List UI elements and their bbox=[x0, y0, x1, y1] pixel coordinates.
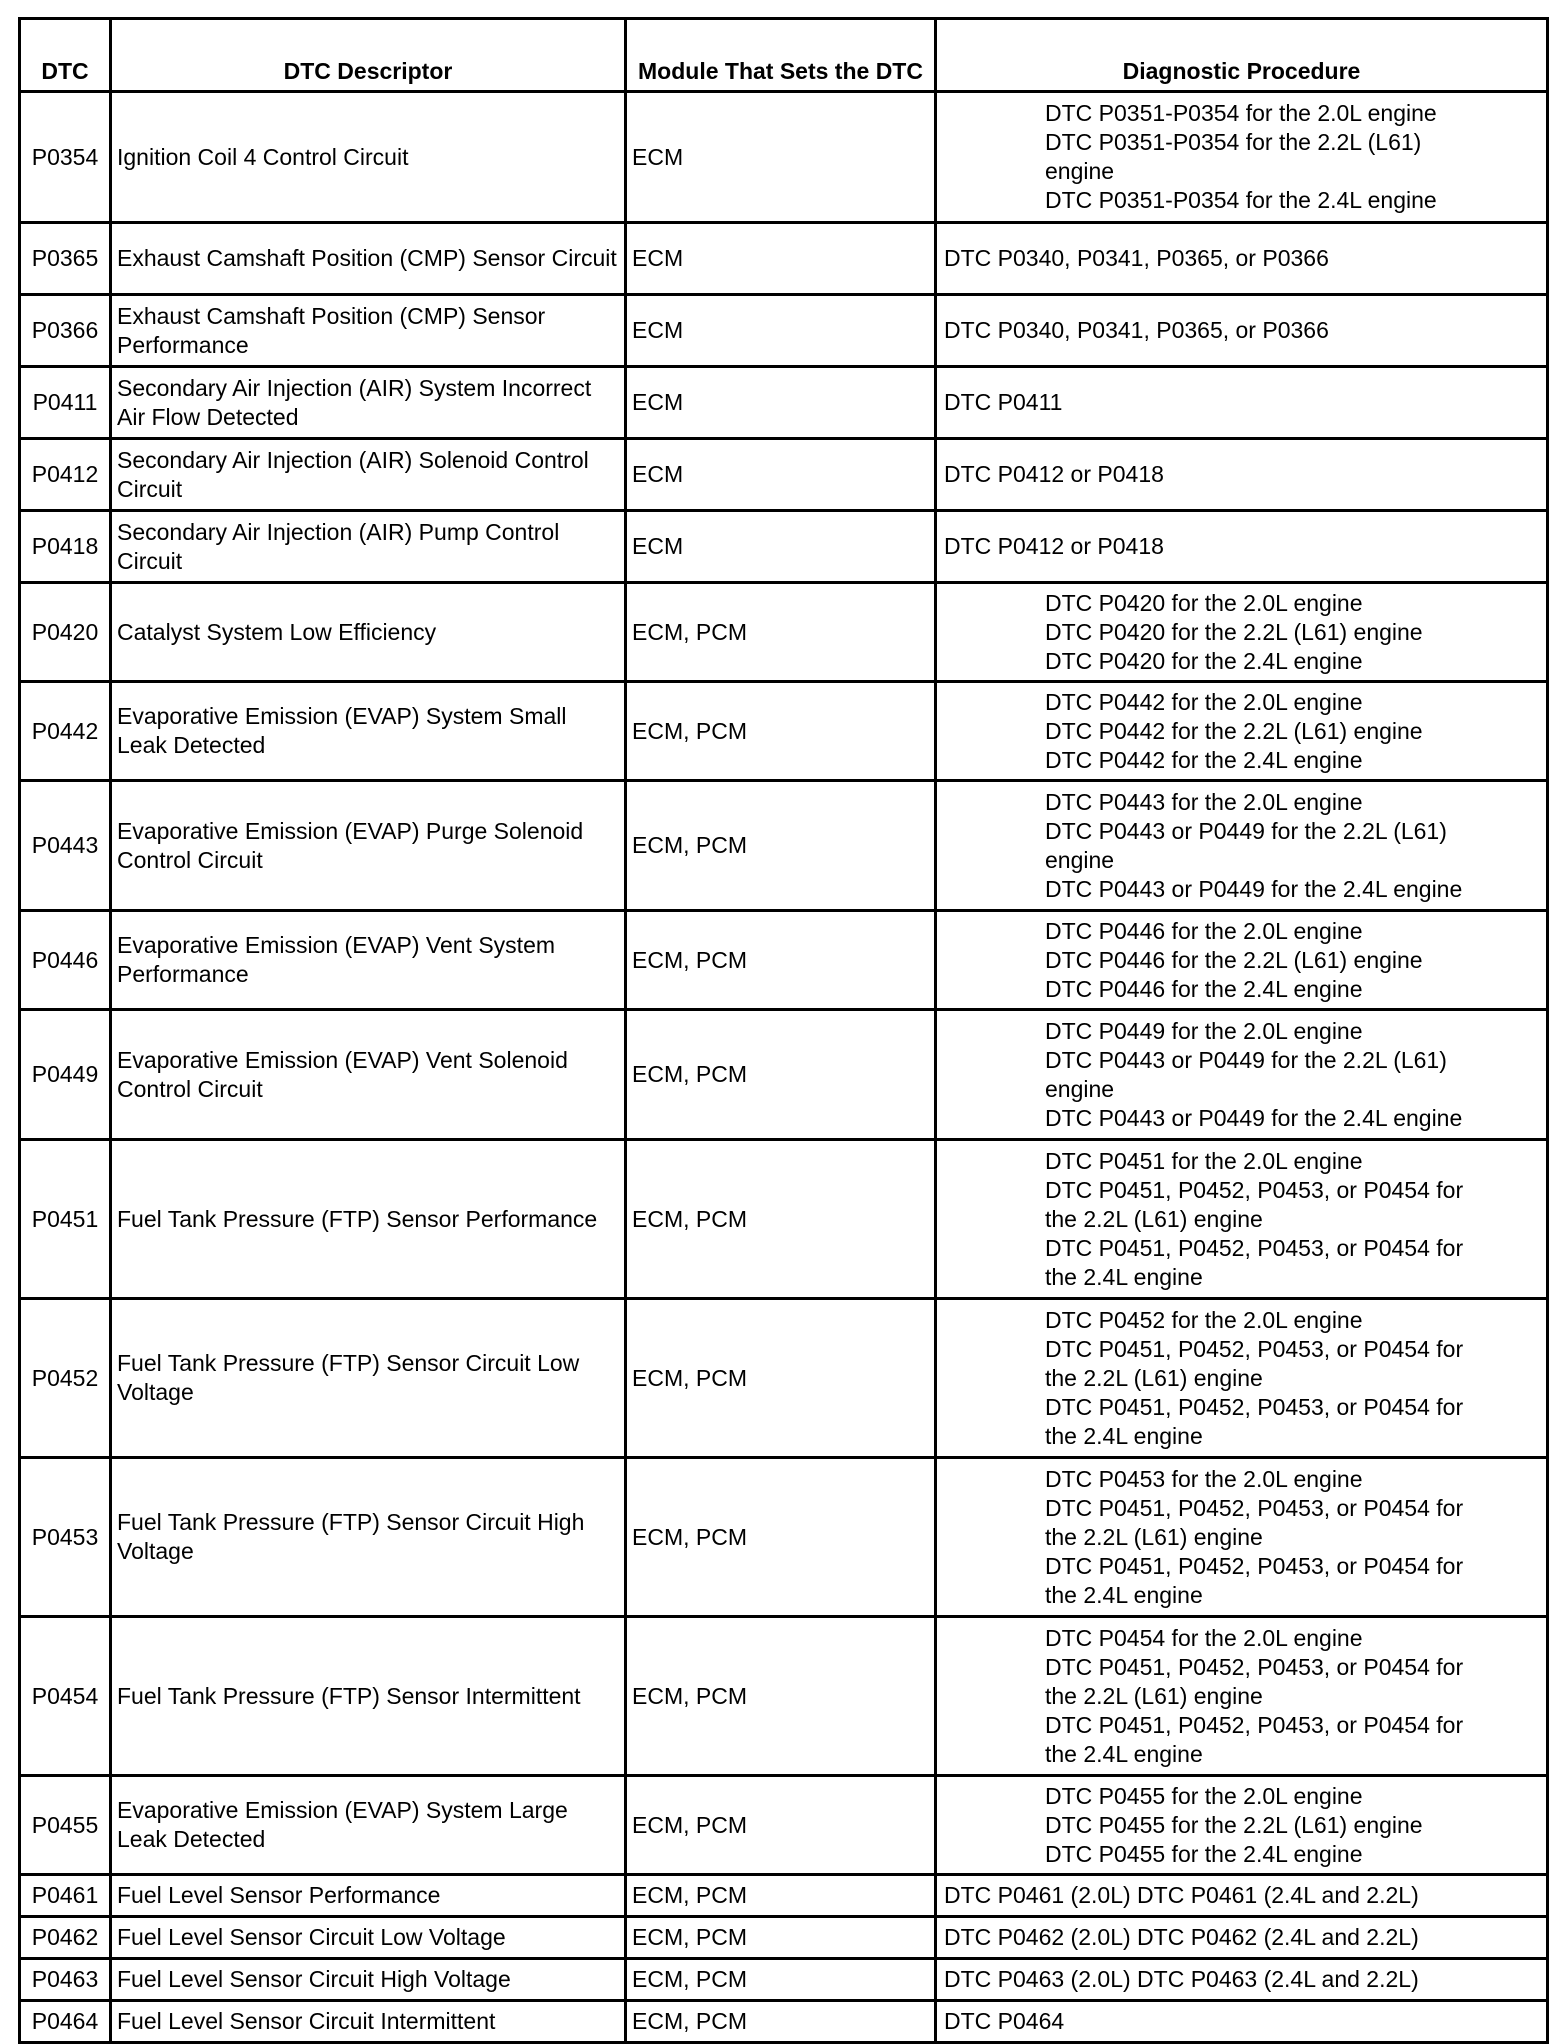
diagnostic-procedure bbox=[936, 295, 1548, 367]
dtc-code: P0411 bbox=[20, 367, 111, 439]
dtc-descriptor: Secondary Air Injection (AIR) Pump Control Circuit bbox=[111, 511, 626, 583]
dtc-descriptor: Secondary Air Injection (AIR) System Incorrect Air Flow Detected bbox=[111, 367, 626, 439]
procedure-line: DTC P0442 for the 2.4L engine bbox=[1045, 746, 1363, 773]
procedure-line: DTC P0443 or P0449 for the 2.4L engine bbox=[1045, 1104, 1463, 1131]
module: ECM, PCM bbox=[626, 1917, 936, 1959]
procedure-line: DTC P0443 for the 2.0L engine bbox=[1045, 788, 1363, 815]
table-header bbox=[20, 19, 1548, 92]
diagnostic-procedure bbox=[936, 1458, 1548, 1617]
module: ECM bbox=[626, 223, 936, 295]
table-row bbox=[20, 2001, 1548, 2043]
procedure-line: DTC P0420 for the 2.4L engine bbox=[1045, 647, 1363, 674]
procedure-line: DTC P0443 or P0449 for the 2.2L (L61) bbox=[1045, 817, 1447, 844]
dtc-code: P0461 bbox=[20, 1875, 111, 1917]
procedure-line: DTC P0451, P0452, P0453, or P0454 for bbox=[1045, 1552, 1464, 1579]
diagnostic-procedure bbox=[936, 439, 1548, 511]
module: ECM bbox=[626, 367, 936, 439]
header-row bbox=[20, 19, 1548, 92]
procedure-line: the 2.2L (L61) engine bbox=[1045, 1682, 1263, 1709]
procedure-line: DTC P0351-P0354 for the 2.2L (L61) bbox=[1045, 129, 1422, 155]
procedure-line: DTC P0446 for the 2.2L (L61) engine bbox=[1045, 946, 1423, 973]
dtc-descriptor: Exhaust Camshaft Position (CMP) Sensor Performance bbox=[111, 295, 626, 367]
dtc-descriptor: Fuel Level Sensor Circuit High Voltage bbox=[111, 1959, 626, 2001]
procedure-line: engine bbox=[1045, 846, 1115, 873]
dtc-code: P0452 bbox=[20, 1299, 111, 1458]
procedure-line: DTC P0340, P0341, P0365, or P0366 bbox=[944, 245, 1329, 271]
diagnostic-procedure bbox=[936, 367, 1548, 439]
procedure-line: DTC P0351-P0354 for the 2.0L engine bbox=[1045, 100, 1437, 126]
table-row bbox=[20, 92, 1548, 223]
procedure-line: the 2.2L (L61) engine bbox=[1045, 1523, 1263, 1550]
dtc-code: P0366 bbox=[20, 295, 111, 367]
dtc-code: P0354 bbox=[20, 92, 111, 223]
dtc-descriptor: Evaporative Emission (EVAP) Vent System Performance bbox=[111, 911, 626, 1010]
diagnostic-procedure bbox=[936, 92, 1548, 223]
procedure-line: DTC P0455 for the 2.4L engine bbox=[1045, 1840, 1363, 1867]
dtc-descriptor: Evaporative Emission (EVAP) System Small Leak Detected bbox=[111, 682, 626, 781]
module: ECM bbox=[626, 439, 936, 511]
table-row bbox=[20, 583, 1548, 682]
diagnostic-procedure bbox=[936, 511, 1548, 583]
table-row bbox=[20, 511, 1548, 583]
module: ECM bbox=[626, 511, 936, 583]
dtc-descriptor: Secondary Air Injection (AIR) Solenoid Control Circuit bbox=[111, 439, 626, 511]
table-row bbox=[20, 911, 1548, 1010]
module: ECM, PCM bbox=[626, 2001, 936, 2043]
diagnostic-procedure bbox=[936, 1875, 1548, 1917]
dtc-code: P0455 bbox=[20, 1776, 111, 1875]
table-row bbox=[20, 1776, 1548, 1875]
header-module: Module That Sets the DTC bbox=[626, 19, 936, 92]
dtc-descriptor: Fuel Level Sensor Circuit Low Voltage bbox=[111, 1917, 626, 1959]
dtc-code: P0463 bbox=[20, 1959, 111, 2001]
procedure-line: DTC P0455 for the 2.0L engine bbox=[1045, 1782, 1363, 1809]
table-row bbox=[20, 439, 1548, 511]
dtc-descriptor: Fuel Tank Pressure (FTP) Sensor Intermittent bbox=[111, 1617, 626, 1776]
table-body bbox=[20, 92, 1548, 2043]
header-procedure: Diagnostic Procedure bbox=[936, 19, 1548, 92]
dtc-descriptor: Fuel Tank Pressure (FTP) Sensor Performance bbox=[111, 1140, 626, 1299]
module: ECM bbox=[626, 295, 936, 367]
dtc-code: P0462 bbox=[20, 1917, 111, 1959]
diagnostic-procedure bbox=[936, 911, 1548, 1010]
table-row bbox=[20, 367, 1548, 439]
dtc-code: P0464 bbox=[20, 2001, 111, 2043]
procedure-line: engine bbox=[1045, 1075, 1115, 1102]
dtc-code: P0365 bbox=[20, 223, 111, 295]
procedure-line: DTC P0340, P0341, P0365, or P0366 bbox=[944, 317, 1329, 343]
dtc-descriptor: Evaporative Emission (EVAP) System Large Leak Detected bbox=[111, 1776, 626, 1875]
procedure-line: DTC P0443 or P0449 for the 2.4L engine bbox=[1045, 875, 1463, 902]
diagnostic-procedure bbox=[936, 781, 1548, 911]
module: ECM, PCM bbox=[626, 1140, 936, 1299]
procedure-line: DTC P0461 (2.0L) DTC P0461 (2.4L and 2.2L) bbox=[944, 1882, 1419, 1908]
dtc-descriptor: Catalyst System Low Efficiency bbox=[111, 583, 626, 682]
module: ECM bbox=[626, 92, 936, 223]
dtc-descriptor: Fuel Tank Pressure (FTP) Sensor Circuit Low Voltage bbox=[111, 1299, 626, 1458]
table-row bbox=[20, 1299, 1548, 1458]
dtc-code: P0454 bbox=[20, 1617, 111, 1776]
diagnostic-procedure bbox=[936, 583, 1548, 682]
dtc-code: P0442 bbox=[20, 682, 111, 781]
procedure-line: DTC P0454 for the 2.0L engine bbox=[1045, 1624, 1363, 1651]
table-row bbox=[20, 1617, 1548, 1776]
procedure-line: DTC P0462 (2.0L) DTC P0462 (2.4L and 2.2L) bbox=[944, 1924, 1419, 1950]
dtc-descriptor: Evaporative Emission (EVAP) Purge Solenoid Control Circuit bbox=[111, 781, 626, 911]
module: ECM, PCM bbox=[626, 911, 936, 1010]
procedure-line: DTC P0412 or P0418 bbox=[944, 461, 1164, 487]
dtc-descriptor: Evaporative Emission (EVAP) Vent Solenoid Control Circuit bbox=[111, 1010, 626, 1140]
table-row bbox=[20, 1140, 1548, 1299]
module: ECM, PCM bbox=[626, 1875, 936, 1917]
procedure-line: DTC P0411 bbox=[944, 389, 1063, 415]
header-dtc: DTC bbox=[20, 19, 111, 92]
diagnostic-procedure bbox=[936, 1959, 1548, 2001]
diagnostic-procedure bbox=[936, 1617, 1548, 1776]
procedure-line: the 2.4L engine bbox=[1045, 1263, 1203, 1290]
module: ECM, PCM bbox=[626, 1959, 936, 2001]
procedure-line: DTC P0351-P0354 for the 2.4L engine bbox=[1045, 187, 1437, 213]
module: ECM, PCM bbox=[626, 1299, 936, 1458]
procedure-line: DTC P0451, P0452, P0453, or P0454 for bbox=[1045, 1494, 1464, 1521]
procedure-line: DTC P0464 bbox=[944, 2008, 1065, 2034]
dtc-code: P0412 bbox=[20, 439, 111, 511]
dtc-descriptor: Fuel Tank Pressure (FTP) Sensor Circuit High Voltage bbox=[111, 1458, 626, 1617]
table-row bbox=[20, 682, 1548, 781]
procedure-line: the 2.4L engine bbox=[1045, 1740, 1203, 1767]
diagnostic-procedure bbox=[936, 1140, 1548, 1299]
procedure-line: DTC P0451 for the 2.0L engine bbox=[1045, 1147, 1363, 1174]
procedure-line: DTC P0451, P0452, P0453, or P0454 for bbox=[1045, 1393, 1464, 1420]
dtc-descriptor: Fuel Level Sensor Performance bbox=[111, 1875, 626, 1917]
dtc-code: P0446 bbox=[20, 911, 111, 1010]
procedure-line: DTC P0412 or P0418 bbox=[944, 533, 1164, 559]
procedure-line: DTC P0451, P0452, P0453, or P0454 for bbox=[1045, 1335, 1464, 1362]
procedure-line: DTC P0446 for the 2.0L engine bbox=[1045, 917, 1363, 944]
procedure-line: DTC P0442 for the 2.2L (L61) engine bbox=[1045, 717, 1423, 744]
dtc-code: P0451 bbox=[20, 1140, 111, 1299]
dtc-descriptor: Fuel Level Sensor Circuit Intermittent bbox=[111, 2001, 626, 2043]
table-row bbox=[20, 1917, 1548, 1959]
diagnostic-procedure bbox=[936, 682, 1548, 781]
procedure-line: DTC P0443 or P0449 for the 2.2L (L61) bbox=[1045, 1046, 1447, 1073]
procedure-line: DTC P0420 for the 2.2L (L61) engine bbox=[1045, 618, 1423, 645]
procedure-line: the 2.4L engine bbox=[1045, 1581, 1203, 1608]
procedure-line: DTC P0451, P0452, P0453, or P0454 for bbox=[1045, 1234, 1464, 1261]
module: ECM, PCM bbox=[626, 1010, 936, 1140]
table-row bbox=[20, 295, 1548, 367]
diagnostic-procedure bbox=[936, 1776, 1548, 1875]
dtc-table bbox=[18, 17, 1549, 2044]
procedure-line: the 2.4L engine bbox=[1045, 1422, 1203, 1449]
diagnostic-procedure bbox=[936, 1917, 1548, 1959]
table-row bbox=[20, 223, 1548, 295]
table-row bbox=[20, 1959, 1548, 2001]
procedure-line: DTC P0451, P0452, P0453, or P0454 for bbox=[1045, 1653, 1464, 1680]
dtc-code: P0420 bbox=[20, 583, 111, 682]
procedure-line: DTC P0446 for the 2.4L engine bbox=[1045, 975, 1363, 1002]
diagnostic-procedure bbox=[936, 2001, 1548, 2043]
procedure-line: DTC P0452 for the 2.0L engine bbox=[1045, 1306, 1363, 1333]
module: ECM, PCM bbox=[626, 583, 936, 682]
diagnostic-procedure bbox=[936, 1010, 1548, 1140]
module: ECM, PCM bbox=[626, 1617, 936, 1776]
dtc-code: P0453 bbox=[20, 1458, 111, 1617]
procedure-line: the 2.2L (L61) engine bbox=[1045, 1364, 1263, 1391]
header-descriptor: DTC Descriptor bbox=[111, 19, 626, 92]
diagnostic-procedure bbox=[936, 223, 1548, 295]
dtc-descriptor: Exhaust Camshaft Position (CMP) Sensor Circuit bbox=[111, 223, 626, 295]
dtc-descriptor: Ignition Coil 4 Control Circuit bbox=[111, 92, 626, 223]
dtc-code: P0449 bbox=[20, 1010, 111, 1140]
diagnostic-procedure bbox=[936, 1299, 1548, 1458]
module: ECM, PCM bbox=[626, 1458, 936, 1617]
module: ECM, PCM bbox=[626, 682, 936, 781]
procedure-line: DTC P0453 for the 2.0L engine bbox=[1045, 1465, 1363, 1492]
table-row bbox=[20, 1010, 1548, 1140]
dtc-code: P0418 bbox=[20, 511, 111, 583]
procedure-line: DTC P0451, P0452, P0453, or P0454 for bbox=[1045, 1176, 1464, 1203]
table-row bbox=[20, 781, 1548, 911]
table-row bbox=[20, 1458, 1548, 1617]
module: ECM, PCM bbox=[626, 1776, 936, 1875]
procedure-line: DTC P0442 for the 2.0L engine bbox=[1045, 688, 1363, 715]
table-row bbox=[20, 1875, 1548, 1917]
procedure-line: DTC P0463 (2.0L) DTC P0463 (2.4L and 2.2L) bbox=[944, 1966, 1419, 1992]
procedure-line: engine bbox=[1045, 158, 1115, 184]
procedure-line: the 2.2L (L61) engine bbox=[1045, 1205, 1263, 1232]
dtc-code: P0443 bbox=[20, 781, 111, 911]
procedure-line: DTC P0420 for the 2.0L engine bbox=[1045, 589, 1363, 616]
procedure-line: DTC P0451, P0452, P0453, or P0454 for bbox=[1045, 1711, 1464, 1738]
module: ECM, PCM bbox=[626, 781, 936, 911]
procedure-line: DTC P0455 for the 2.2L (L61) engine bbox=[1045, 1811, 1423, 1838]
procedure-line: DTC P0449 for the 2.0L engine bbox=[1045, 1017, 1363, 1044]
